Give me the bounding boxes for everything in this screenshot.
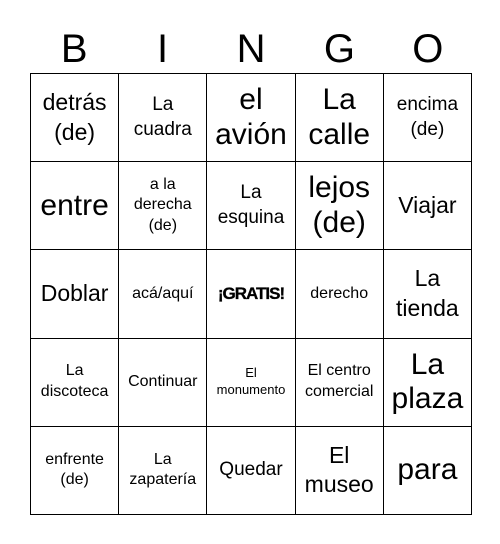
bingo-cell[interactable]: El museo (296, 427, 384, 515)
bingo-header (30, 20, 472, 72)
bingo-cell[interactable]: encima (de) (384, 74, 472, 162)
bingo-cell[interactable]: La discoteca (31, 339, 119, 427)
bingo-cell[interactable]: acá/aquí (119, 250, 207, 338)
bingo-cell[interactable]: La esquina (207, 162, 295, 250)
bingo-cell[interactable]: entre (31, 162, 119, 250)
bingo-cell[interactable]: Quedar (207, 427, 295, 515)
bingo-cell[interactable]: La tienda (384, 250, 472, 338)
bingo-cell[interactable]: Doblar (31, 250, 119, 338)
header-letter-o: O (412, 27, 444, 71)
bingo-cell[interactable]: Continuar (119, 339, 207, 427)
bingo-cell[interactable]: el avión (207, 74, 295, 162)
bingo-cell[interactable]: lejos (de) (296, 162, 384, 250)
header-letter-i: I (157, 27, 169, 71)
bingo-cell[interactable]: La plaza (384, 339, 472, 427)
header-letter-g: G (323, 27, 355, 71)
bingo-cell[interactable]: para (384, 427, 472, 515)
bingo-cell[interactable]: derecho (296, 250, 384, 338)
bingo-cell[interactable]: La calle (296, 74, 384, 162)
bingo-cell[interactable]: Viajar (384, 162, 472, 250)
header-letter-n: N (236, 27, 266, 71)
bingo-cell[interactable]: La zapatería (119, 427, 207, 515)
bingo-cell[interactable]: detrás (de) (31, 74, 119, 162)
header-letter-b: B (60, 27, 88, 71)
bingo-cell[interactable]: El monumento (207, 339, 295, 427)
bingo-cell[interactable]: enfrente (de) (31, 427, 119, 515)
free-space-cell[interactable]: ¡GRATIS! (207, 250, 295, 338)
bingo-grid (30, 73, 472, 515)
bingo-cell[interactable]: a la derecha (de) (119, 162, 207, 250)
bingo-cell[interactable]: La cuadra (119, 74, 207, 162)
bingo-cell[interactable]: El centro comercial (296, 339, 384, 427)
